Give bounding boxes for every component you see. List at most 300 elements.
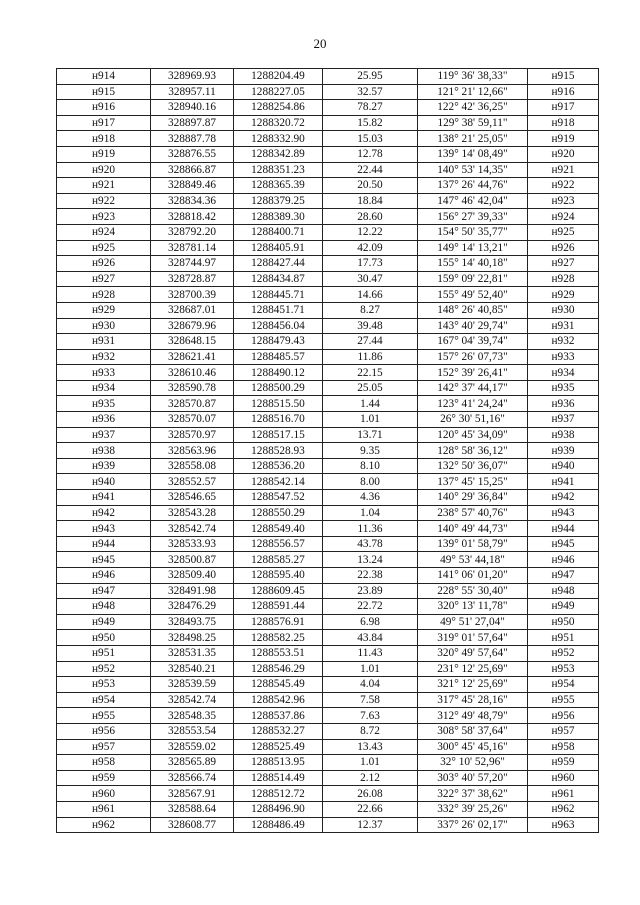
table-row bbox=[57, 817, 599, 833]
distance-cell: 22.66 bbox=[323, 801, 418, 817]
y-coordinate-cell: 1288479.43 bbox=[234, 334, 323, 350]
next-point-cell: н930 bbox=[528, 302, 599, 318]
table-row bbox=[57, 770, 599, 786]
next-point-cell: н923 bbox=[528, 193, 599, 209]
table-row bbox=[57, 256, 599, 272]
next-point-cell: н963 bbox=[528, 817, 599, 833]
next-point-cell: н928 bbox=[528, 271, 599, 287]
y-coordinate-cell: 1288434.87 bbox=[234, 271, 323, 287]
bearing-cell: 322° 37' 38,62" bbox=[418, 786, 528, 802]
bearing-cell: 128° 58' 36,12" bbox=[418, 443, 528, 459]
bearing-cell: 156° 27' 39,33" bbox=[418, 209, 528, 225]
bearing-cell: 155° 14' 40,18" bbox=[418, 256, 528, 272]
x-coordinate-cell: 328957.11 bbox=[151, 84, 234, 100]
x-coordinate-cell: 328531.35 bbox=[151, 645, 234, 661]
table-row bbox=[57, 536, 599, 552]
distance-cell: 11.36 bbox=[323, 521, 418, 537]
x-coordinate-cell: 328687.01 bbox=[151, 302, 234, 318]
point-id-cell: н925 bbox=[57, 240, 151, 256]
y-coordinate-cell: 1288351.23 bbox=[234, 162, 323, 178]
distance-cell: 1.04 bbox=[323, 505, 418, 521]
distance-cell: 4.36 bbox=[323, 490, 418, 506]
bearing-cell: 167° 04' 39,74" bbox=[418, 334, 528, 350]
y-coordinate-cell: 1288542.14 bbox=[234, 474, 323, 490]
x-coordinate-cell: 328559.02 bbox=[151, 739, 234, 755]
distance-cell: 42.09 bbox=[323, 240, 418, 256]
table-row bbox=[57, 490, 599, 506]
y-coordinate-cell: 1288427.44 bbox=[234, 256, 323, 272]
bearing-cell: 157° 26' 07,73" bbox=[418, 349, 528, 365]
next-point-cell: н921 bbox=[528, 162, 599, 178]
y-coordinate-cell: 1288536.20 bbox=[234, 458, 323, 474]
table-row bbox=[57, 614, 599, 630]
next-point-cell: н917 bbox=[528, 100, 599, 116]
point-id-cell: н962 bbox=[57, 817, 151, 833]
point-id-cell: н917 bbox=[57, 115, 151, 131]
distance-cell: 43.78 bbox=[323, 536, 418, 552]
bearing-cell: 149° 14' 13,21" bbox=[418, 240, 528, 256]
table-row bbox=[57, 365, 599, 381]
coordinates-table-body bbox=[57, 69, 599, 833]
y-coordinate-cell: 1288451.71 bbox=[234, 302, 323, 318]
point-id-cell: н949 bbox=[57, 614, 151, 630]
x-coordinate-cell: 328540.21 bbox=[151, 661, 234, 677]
next-point-cell: н958 bbox=[528, 739, 599, 755]
x-coordinate-cell: 328834.36 bbox=[151, 193, 234, 209]
x-coordinate-cell: 328552.57 bbox=[151, 474, 234, 490]
bearing-cell: 148° 26' 40,85" bbox=[418, 302, 528, 318]
bearing-cell: 159° 09' 22,81" bbox=[418, 271, 528, 287]
table-row bbox=[57, 692, 599, 708]
y-coordinate-cell: 1288515.50 bbox=[234, 396, 323, 412]
bearing-cell: 123° 41' 24,24" bbox=[418, 396, 528, 412]
y-coordinate-cell: 1288227.05 bbox=[234, 84, 323, 100]
next-point-cell: н939 bbox=[528, 443, 599, 459]
next-point-cell: н960 bbox=[528, 770, 599, 786]
y-coordinate-cell: 1288582.25 bbox=[234, 630, 323, 646]
point-id-cell: н921 bbox=[57, 178, 151, 194]
y-coordinate-cell: 1288254.86 bbox=[234, 100, 323, 116]
point-id-cell: н956 bbox=[57, 723, 151, 739]
distance-cell: 11.86 bbox=[323, 349, 418, 365]
point-id-cell: н944 bbox=[57, 536, 151, 552]
next-point-cell: н932 bbox=[528, 334, 599, 350]
x-coordinate-cell: 328679.96 bbox=[151, 318, 234, 334]
point-id-cell: н935 bbox=[57, 396, 151, 412]
y-coordinate-cell: 1288532.27 bbox=[234, 723, 323, 739]
y-coordinate-cell: 1288545.49 bbox=[234, 677, 323, 693]
table-row bbox=[57, 302, 599, 318]
y-coordinate-cell: 1288591.44 bbox=[234, 599, 323, 615]
x-coordinate-cell: 328792.20 bbox=[151, 224, 234, 240]
next-point-cell: н953 bbox=[528, 661, 599, 677]
bearing-cell: 321° 12' 25,69" bbox=[418, 677, 528, 693]
next-point-cell: н950 bbox=[528, 614, 599, 630]
next-point-cell: н919 bbox=[528, 131, 599, 147]
distance-cell: 27.44 bbox=[323, 334, 418, 350]
next-point-cell: н957 bbox=[528, 723, 599, 739]
y-coordinate-cell: 1288546.29 bbox=[234, 661, 323, 677]
next-point-cell: н959 bbox=[528, 755, 599, 771]
bearing-cell: 155° 49' 52,40" bbox=[418, 287, 528, 303]
distance-cell: 30.47 bbox=[323, 271, 418, 287]
y-coordinate-cell: 1288609.45 bbox=[234, 583, 323, 599]
table-row bbox=[57, 162, 599, 178]
table-row bbox=[57, 661, 599, 677]
point-id-cell: н959 bbox=[57, 770, 151, 786]
coordinates-table bbox=[56, 68, 599, 833]
table-row bbox=[57, 318, 599, 334]
bearing-cell: 141° 06' 01,20" bbox=[418, 568, 528, 584]
y-coordinate-cell: 1288500.29 bbox=[234, 380, 323, 396]
point-id-cell: н938 bbox=[57, 443, 151, 459]
bearing-cell: 138° 21' 25,05" bbox=[418, 131, 528, 147]
table-row bbox=[57, 380, 599, 396]
bearing-cell: 228° 55' 30,40" bbox=[418, 583, 528, 599]
table-row bbox=[57, 146, 599, 162]
table-row bbox=[57, 505, 599, 521]
next-point-cell: н925 bbox=[528, 224, 599, 240]
table-row bbox=[57, 630, 599, 646]
point-id-cell: н920 bbox=[57, 162, 151, 178]
distance-cell: 11.43 bbox=[323, 645, 418, 661]
distance-cell: 1.44 bbox=[323, 396, 418, 412]
next-point-cell: н946 bbox=[528, 552, 599, 568]
table-row bbox=[57, 412, 599, 428]
distance-cell: 12.78 bbox=[323, 146, 418, 162]
y-coordinate-cell: 1288514.49 bbox=[234, 770, 323, 786]
point-id-cell: н947 bbox=[57, 583, 151, 599]
y-coordinate-cell: 1288516.70 bbox=[234, 412, 323, 428]
next-point-cell: н942 bbox=[528, 490, 599, 506]
x-coordinate-cell: 328608.77 bbox=[151, 817, 234, 833]
point-id-cell: н951 bbox=[57, 645, 151, 661]
table-row bbox=[57, 801, 599, 817]
x-coordinate-cell: 328498.25 bbox=[151, 630, 234, 646]
x-coordinate-cell: 328940.16 bbox=[151, 100, 234, 116]
next-point-cell: н916 bbox=[528, 84, 599, 100]
y-coordinate-cell: 1288204.49 bbox=[234, 69, 323, 85]
next-point-cell: н918 bbox=[528, 115, 599, 131]
y-coordinate-cell: 1288379.25 bbox=[234, 193, 323, 209]
point-id-cell: н922 bbox=[57, 193, 151, 209]
point-id-cell: н953 bbox=[57, 677, 151, 693]
distance-cell: 43.84 bbox=[323, 630, 418, 646]
x-coordinate-cell: 328566.74 bbox=[151, 770, 234, 786]
point-id-cell: н915 bbox=[57, 84, 151, 100]
bearing-cell: 32° 10' 52,96" bbox=[418, 755, 528, 771]
y-coordinate-cell: 1288537.86 bbox=[234, 708, 323, 724]
distance-cell: 8.27 bbox=[323, 302, 418, 318]
bearing-cell: 140° 53' 14,35" bbox=[418, 162, 528, 178]
distance-cell: 15.82 bbox=[323, 115, 418, 131]
bearing-cell: 238° 57' 40,76" bbox=[418, 505, 528, 521]
next-point-cell: н954 bbox=[528, 677, 599, 693]
y-coordinate-cell: 1288576.91 bbox=[234, 614, 323, 630]
x-coordinate-cell: 328491.98 bbox=[151, 583, 234, 599]
x-coordinate-cell: 328476.29 bbox=[151, 599, 234, 615]
point-id-cell: н960 bbox=[57, 786, 151, 802]
point-id-cell: н926 bbox=[57, 256, 151, 272]
y-coordinate-cell: 1288595.40 bbox=[234, 568, 323, 584]
distance-cell: 9.35 bbox=[323, 443, 418, 459]
next-point-cell: н935 bbox=[528, 380, 599, 396]
bearing-cell: 312° 49' 48,79" bbox=[418, 708, 528, 724]
point-id-cell: н957 bbox=[57, 739, 151, 755]
table-row bbox=[57, 645, 599, 661]
x-coordinate-cell: 328588.64 bbox=[151, 801, 234, 817]
table-row bbox=[57, 287, 599, 303]
y-coordinate-cell: 1288550.29 bbox=[234, 505, 323, 521]
bearing-cell: 319° 01' 57,64" bbox=[418, 630, 528, 646]
point-id-cell: н948 bbox=[57, 599, 151, 615]
table-row bbox=[57, 786, 599, 802]
next-point-cell: н948 bbox=[528, 583, 599, 599]
x-coordinate-cell: 328558.08 bbox=[151, 458, 234, 474]
point-id-cell: н952 bbox=[57, 661, 151, 677]
next-point-cell: н920 bbox=[528, 146, 599, 162]
bearing-cell: 337° 26' 02,17" bbox=[418, 817, 528, 833]
table-row bbox=[57, 131, 599, 147]
x-coordinate-cell: 328493.75 bbox=[151, 614, 234, 630]
x-coordinate-cell: 328539.59 bbox=[151, 677, 234, 693]
y-coordinate-cell: 1288485.57 bbox=[234, 349, 323, 365]
x-coordinate-cell: 328887.78 bbox=[151, 131, 234, 147]
next-point-cell: н949 bbox=[528, 599, 599, 615]
bearing-cell: 49° 51' 27,04" bbox=[418, 614, 528, 630]
distance-cell: 12.22 bbox=[323, 224, 418, 240]
bearing-cell: 140° 29' 36,84" bbox=[418, 490, 528, 506]
y-coordinate-cell: 1288405.91 bbox=[234, 240, 323, 256]
distance-cell: 22.44 bbox=[323, 162, 418, 178]
point-id-cell: н941 bbox=[57, 490, 151, 506]
table-row bbox=[57, 209, 599, 225]
y-coordinate-cell: 1288496.90 bbox=[234, 801, 323, 817]
x-coordinate-cell: 328500.87 bbox=[151, 552, 234, 568]
next-point-cell: н915 bbox=[528, 69, 599, 85]
bearing-cell: 154° 50' 35,77" bbox=[418, 224, 528, 240]
table-row bbox=[57, 396, 599, 412]
next-point-cell: н944 bbox=[528, 521, 599, 537]
distance-cell: 7.58 bbox=[323, 692, 418, 708]
bearing-cell: 308° 58' 37,64" bbox=[418, 723, 528, 739]
bearing-cell: 26° 30' 51,16" bbox=[418, 412, 528, 428]
bearing-cell: 147° 46' 42,04" bbox=[418, 193, 528, 209]
y-coordinate-cell: 1288517.15 bbox=[234, 427, 323, 443]
distance-cell: 13.71 bbox=[323, 427, 418, 443]
y-coordinate-cell: 1288445.71 bbox=[234, 287, 323, 303]
point-id-cell: н946 bbox=[57, 568, 151, 584]
distance-cell: 4.04 bbox=[323, 677, 418, 693]
distance-cell: 17.73 bbox=[323, 256, 418, 272]
next-point-cell: н934 bbox=[528, 365, 599, 381]
x-coordinate-cell: 328509.40 bbox=[151, 568, 234, 584]
point-id-cell: н919 bbox=[57, 146, 151, 162]
x-coordinate-cell: 328542.74 bbox=[151, 692, 234, 708]
point-id-cell: н945 bbox=[57, 552, 151, 568]
distance-cell: 22.38 bbox=[323, 568, 418, 584]
distance-cell: 8.72 bbox=[323, 723, 418, 739]
distance-cell: 13.24 bbox=[323, 552, 418, 568]
y-coordinate-cell: 1288332.90 bbox=[234, 131, 323, 147]
next-point-cell: н938 bbox=[528, 427, 599, 443]
point-id-cell: н936 bbox=[57, 412, 151, 428]
distance-cell: 2.12 bbox=[323, 770, 418, 786]
table-row bbox=[57, 115, 599, 131]
point-id-cell: н950 bbox=[57, 630, 151, 646]
next-point-cell: н926 bbox=[528, 240, 599, 256]
y-coordinate-cell: 1288513.95 bbox=[234, 755, 323, 771]
bearing-cell: 49° 53' 44,18" bbox=[418, 552, 528, 568]
next-point-cell: н924 bbox=[528, 209, 599, 225]
distance-cell: 28.60 bbox=[323, 209, 418, 225]
distance-cell: 13.43 bbox=[323, 739, 418, 755]
bearing-cell: 119° 36' 38,33" bbox=[418, 69, 528, 85]
next-point-cell: н931 bbox=[528, 318, 599, 334]
distance-cell: 22.72 bbox=[323, 599, 418, 615]
x-coordinate-cell: 328546.65 bbox=[151, 490, 234, 506]
distance-cell: 18.84 bbox=[323, 193, 418, 209]
next-point-cell: н927 bbox=[528, 256, 599, 272]
next-point-cell: н956 bbox=[528, 708, 599, 724]
distance-cell: 1.01 bbox=[323, 412, 418, 428]
bearing-cell: 120° 45' 34,09" bbox=[418, 427, 528, 443]
table-row bbox=[57, 708, 599, 724]
table-row bbox=[57, 568, 599, 584]
next-point-cell: н952 bbox=[528, 645, 599, 661]
distance-cell: 12.37 bbox=[323, 817, 418, 833]
x-coordinate-cell: 328897.87 bbox=[151, 115, 234, 131]
distance-cell: 32.57 bbox=[323, 84, 418, 100]
y-coordinate-cell: 1288528.93 bbox=[234, 443, 323, 459]
x-coordinate-cell: 328565.89 bbox=[151, 755, 234, 771]
x-coordinate-cell: 328876.55 bbox=[151, 146, 234, 162]
next-point-cell: н955 bbox=[528, 692, 599, 708]
bearing-cell: 300° 45' 45,16" bbox=[418, 739, 528, 755]
next-point-cell: н940 bbox=[528, 458, 599, 474]
x-coordinate-cell: 328700.39 bbox=[151, 287, 234, 303]
x-coordinate-cell: 328728.87 bbox=[151, 271, 234, 287]
point-id-cell: н914 bbox=[57, 69, 151, 85]
y-coordinate-cell: 1288525.49 bbox=[234, 739, 323, 755]
table-row bbox=[57, 474, 599, 490]
y-coordinate-cell: 1288585.27 bbox=[234, 552, 323, 568]
y-coordinate-cell: 1288400.71 bbox=[234, 224, 323, 240]
point-id-cell: н934 bbox=[57, 380, 151, 396]
point-id-cell: н954 bbox=[57, 692, 151, 708]
bearing-cell: 143° 40' 29,74" bbox=[418, 318, 528, 334]
distance-cell: 26.08 bbox=[323, 786, 418, 802]
x-coordinate-cell: 328563.96 bbox=[151, 443, 234, 459]
table-row bbox=[57, 193, 599, 209]
y-coordinate-cell: 1288547.52 bbox=[234, 490, 323, 506]
distance-cell: 23.89 bbox=[323, 583, 418, 599]
table-row bbox=[57, 224, 599, 240]
distance-cell: 1.01 bbox=[323, 755, 418, 771]
distance-cell: 25.05 bbox=[323, 380, 418, 396]
bearing-cell: 137° 45' 15,25" bbox=[418, 474, 528, 490]
bearing-cell: 320° 49' 57,64" bbox=[418, 645, 528, 661]
x-coordinate-cell: 328969.93 bbox=[151, 69, 234, 85]
distance-cell: 20.50 bbox=[323, 178, 418, 194]
x-coordinate-cell: 328849.46 bbox=[151, 178, 234, 194]
point-id-cell: н923 bbox=[57, 209, 151, 225]
next-point-cell: н929 bbox=[528, 287, 599, 303]
x-coordinate-cell: 328542.74 bbox=[151, 521, 234, 537]
point-id-cell: н942 bbox=[57, 505, 151, 521]
table-row bbox=[57, 677, 599, 693]
table-row bbox=[57, 84, 599, 100]
next-point-cell: н943 bbox=[528, 505, 599, 521]
x-coordinate-cell: 328610.46 bbox=[151, 365, 234, 381]
y-coordinate-cell: 1288320.72 bbox=[234, 115, 323, 131]
x-coordinate-cell: 328648.15 bbox=[151, 334, 234, 350]
table-row bbox=[57, 443, 599, 459]
distance-cell: 25.95 bbox=[323, 69, 418, 85]
x-coordinate-cell: 328866.87 bbox=[151, 162, 234, 178]
next-point-cell: н951 bbox=[528, 630, 599, 646]
table-row bbox=[57, 427, 599, 443]
point-id-cell: н927 bbox=[57, 271, 151, 287]
next-point-cell: н941 bbox=[528, 474, 599, 490]
next-point-cell: н961 bbox=[528, 786, 599, 802]
bearing-cell: 332° 39' 25,26" bbox=[418, 801, 528, 817]
point-id-cell: н916 bbox=[57, 100, 151, 116]
bearing-cell: 137° 26' 44,76" bbox=[418, 178, 528, 194]
distance-cell: 7.63 bbox=[323, 708, 418, 724]
bearing-cell: 140° 49' 44,73" bbox=[418, 521, 528, 537]
distance-cell: 8.00 bbox=[323, 474, 418, 490]
point-id-cell: н930 bbox=[57, 318, 151, 334]
point-id-cell: н937 bbox=[57, 427, 151, 443]
next-point-cell: н936 bbox=[528, 396, 599, 412]
distance-cell: 39.48 bbox=[323, 318, 418, 334]
bearing-cell: 317° 45' 28,16" bbox=[418, 692, 528, 708]
next-point-cell: н933 bbox=[528, 349, 599, 365]
y-coordinate-cell: 1288549.40 bbox=[234, 521, 323, 537]
bearing-cell: 139° 14' 08,49" bbox=[418, 146, 528, 162]
x-coordinate-cell: 328567.91 bbox=[151, 786, 234, 802]
table-row bbox=[57, 739, 599, 755]
point-id-cell: н943 bbox=[57, 521, 151, 537]
page-number: 20 bbox=[313, 36, 327, 51]
next-point-cell: н947 bbox=[528, 568, 599, 584]
distance-cell: 1.01 bbox=[323, 661, 418, 677]
x-coordinate-cell: 328570.97 bbox=[151, 427, 234, 443]
point-id-cell: н929 bbox=[57, 302, 151, 318]
point-id-cell: н939 bbox=[57, 458, 151, 474]
point-id-cell: н932 bbox=[57, 349, 151, 365]
x-coordinate-cell: 328570.87 bbox=[151, 396, 234, 412]
point-id-cell: н961 bbox=[57, 801, 151, 817]
x-coordinate-cell: 328781.14 bbox=[151, 240, 234, 256]
distance-cell: 8.10 bbox=[323, 458, 418, 474]
x-coordinate-cell: 328744.97 bbox=[151, 256, 234, 272]
point-id-cell: н933 bbox=[57, 365, 151, 381]
x-coordinate-cell: 328548.35 bbox=[151, 708, 234, 724]
bearing-cell: 320° 13' 11,78" bbox=[418, 599, 528, 615]
bearing-cell: 139° 01' 58,79" bbox=[418, 536, 528, 552]
table-row bbox=[57, 552, 599, 568]
y-coordinate-cell: 1288542.96 bbox=[234, 692, 323, 708]
y-coordinate-cell: 1288486.49 bbox=[234, 817, 323, 833]
table-row bbox=[57, 349, 599, 365]
point-id-cell: н955 bbox=[57, 708, 151, 724]
table-row bbox=[57, 755, 599, 771]
point-id-cell: н958 bbox=[57, 755, 151, 771]
table-row bbox=[57, 723, 599, 739]
table-row bbox=[57, 583, 599, 599]
